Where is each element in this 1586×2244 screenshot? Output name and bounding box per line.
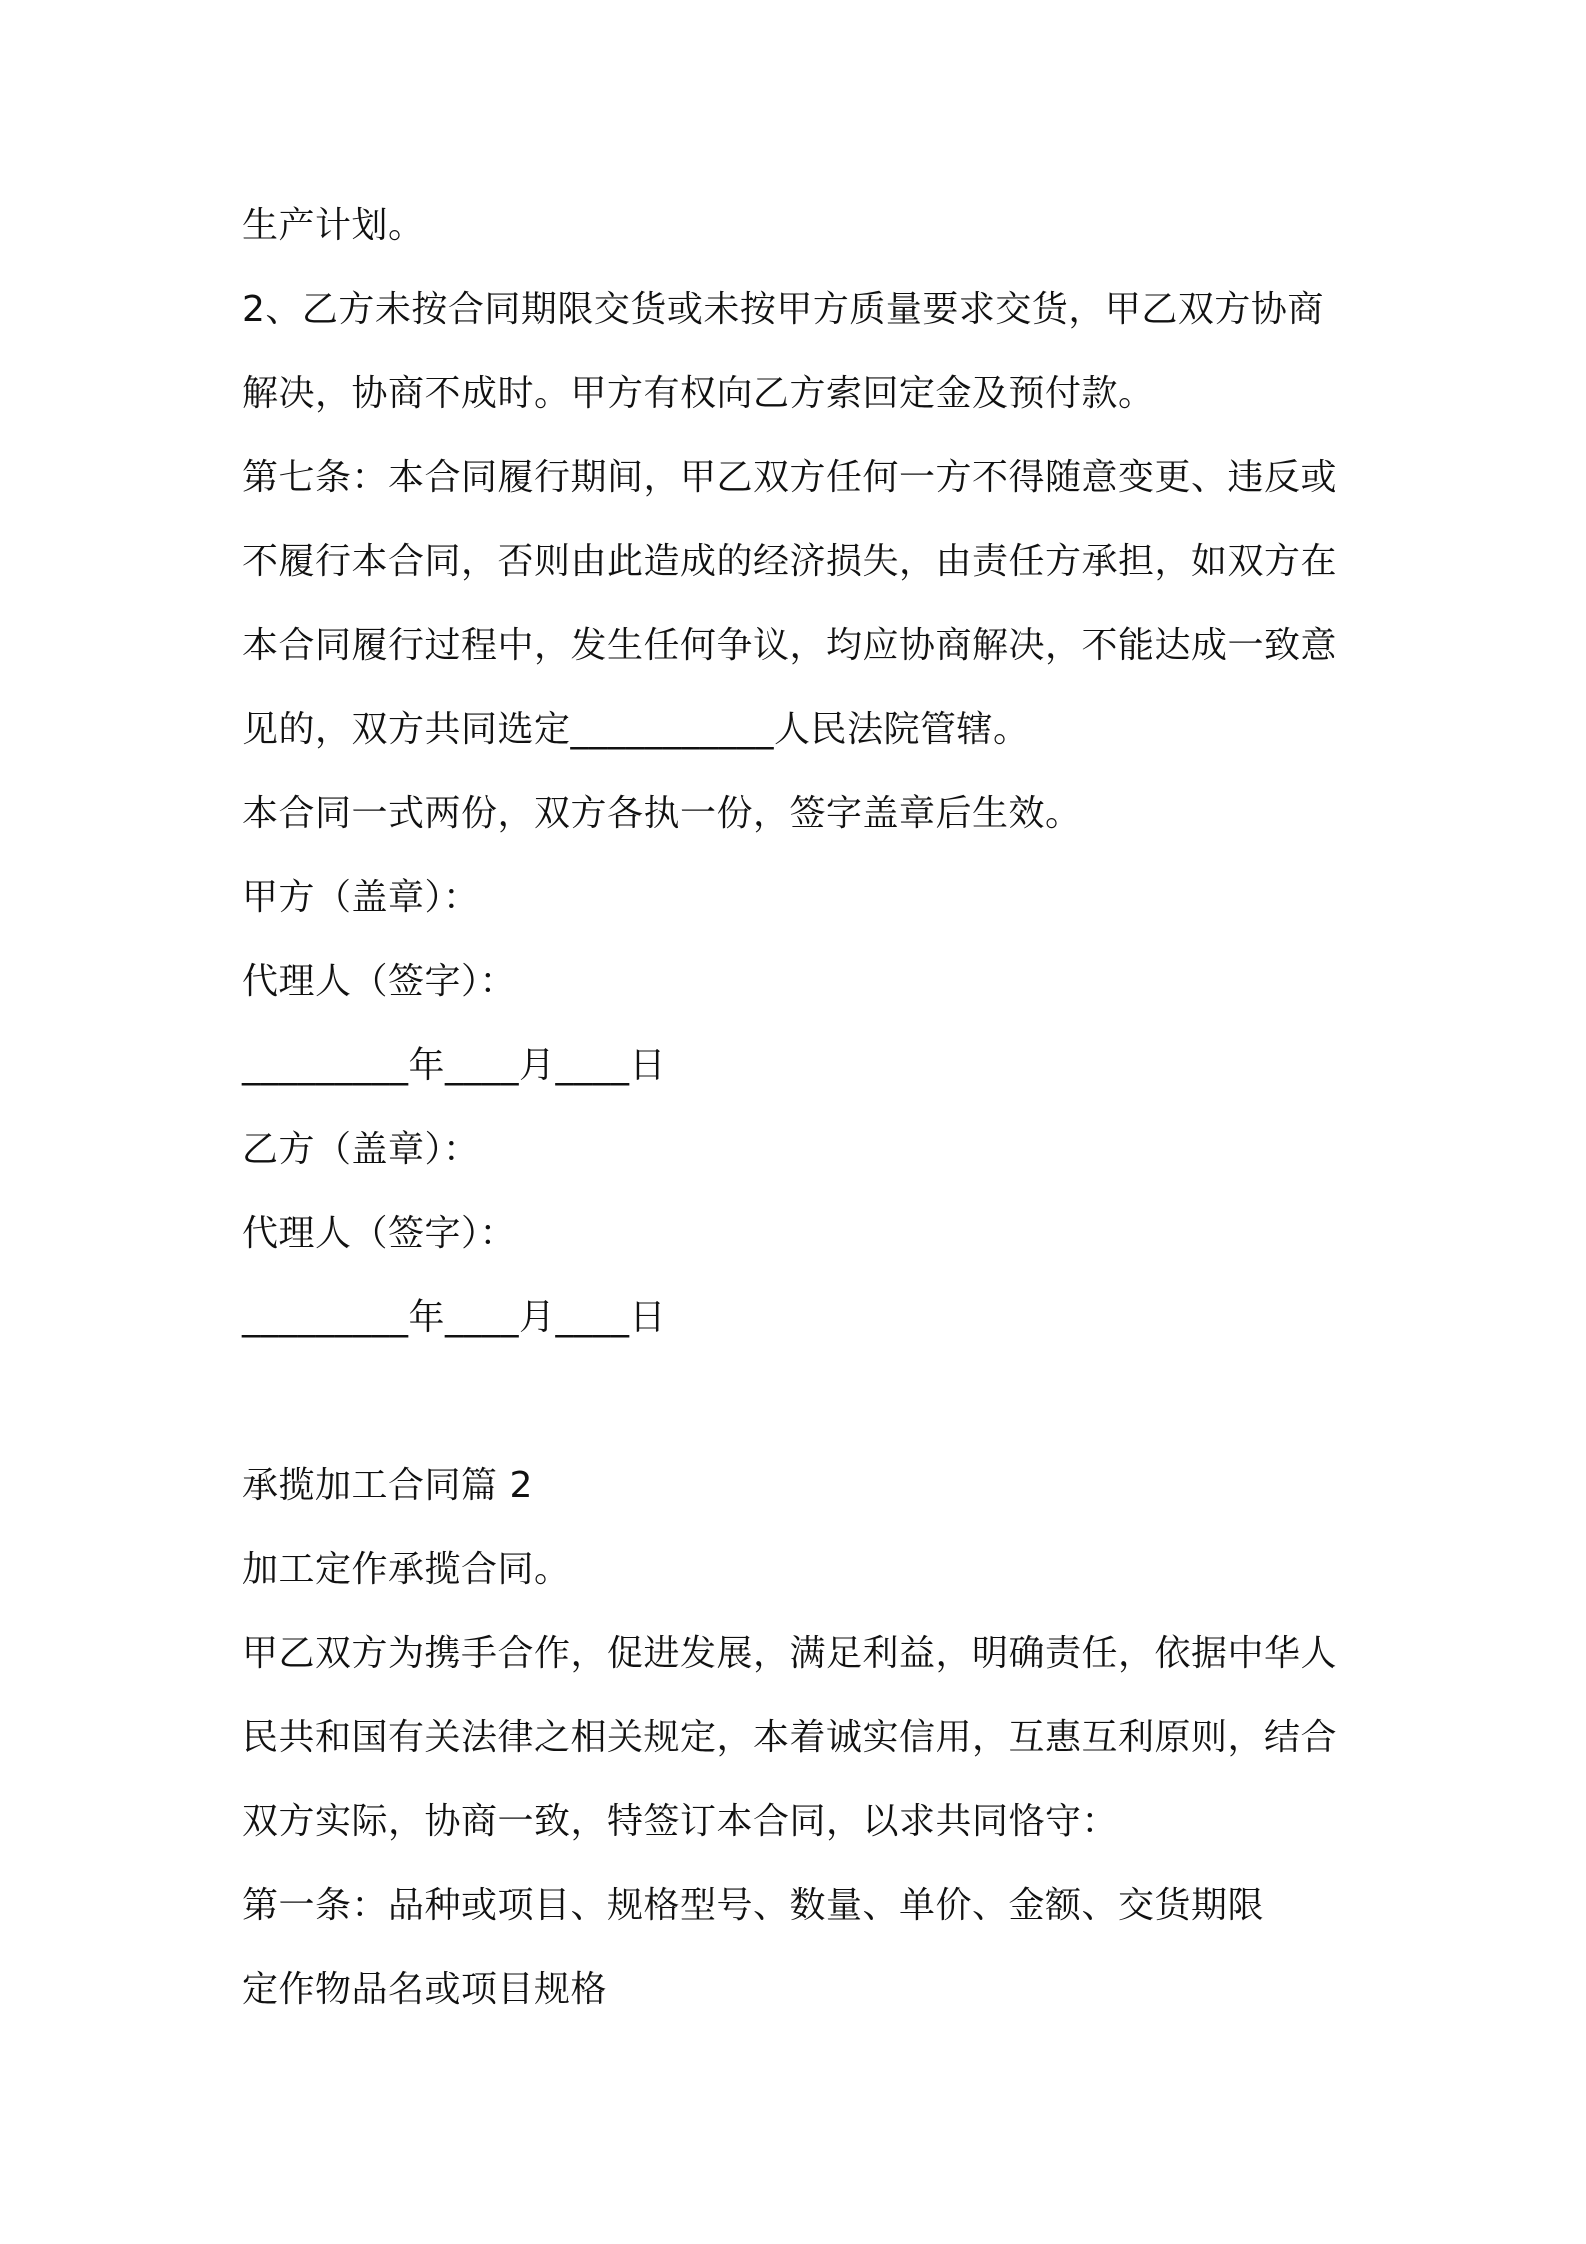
text-line-article-7-cont-3: 见的，双方共同选定___________人民法院管辖。 (242, 709, 1030, 750)
party-b-seal-label: 乙方（盖章）： (242, 1129, 480, 1170)
party-a-agent-label: 代理人（签字）： (242, 961, 517, 1002)
text-line-clause-2-cont: 解决，协商不成时。甲方有权向乙方索回定金及预付款。 (242, 373, 1155, 414)
party-a-date-line: _________年____月____日 (242, 1045, 666, 1086)
text-line-clause-2: 2、乙方未按合同期限交货或未按甲方质量要求交货，甲乙双方协商 (242, 289, 1324, 330)
text-line-item-spec: 定作物品名或项目规格 (242, 1969, 608, 2010)
section-heading: 承揽加工合同篇 2 (242, 1465, 533, 1506)
text-line-article-1: 第一条：品种或项目、规格型号、数量、单价、金额、交货期限 (242, 1885, 1265, 1926)
text-line-article-7: 第七条：本合同履行期间，甲乙双方任何一方不得随意变更、违反或 (242, 457, 1338, 498)
party-b-agent-label: 代理人（签字）： (242, 1213, 517, 1254)
text-line-production-plan: 生产计划。 (242, 205, 425, 246)
text-line-copies: 本合同一式两份，双方各执一份，签字盖章后生效。 (242, 793, 1082, 834)
text-line-preamble-3: 双方实际，协商一致，特签订本合同，以求共同恪守： (242, 1801, 1119, 1842)
text-line-preamble-2: 民共和国有关法律之相关规定，本着诚实信用，互惠互利原则，结合 (242, 1717, 1338, 1758)
party-a-seal-label: 甲方（盖章）： (242, 877, 480, 918)
text-line-article-7-cont-1: 不履行本合同，否则由此造成的经济损失，由责任方承担，如双方在 (242, 541, 1338, 582)
contract-title: 加工定作承揽合同。 (242, 1549, 571, 1590)
party-b-date-line: _________年____月____日 (242, 1297, 666, 1338)
text-line-article-7-cont-2: 本合同履行过程中，发生任何争议，均应协商解决，不能达成一致意 (242, 625, 1338, 666)
text-line-preamble-1: 甲乙双方为携手合作，促进发展，满足利益，明确责任，依据中华人 (242, 1633, 1338, 1674)
